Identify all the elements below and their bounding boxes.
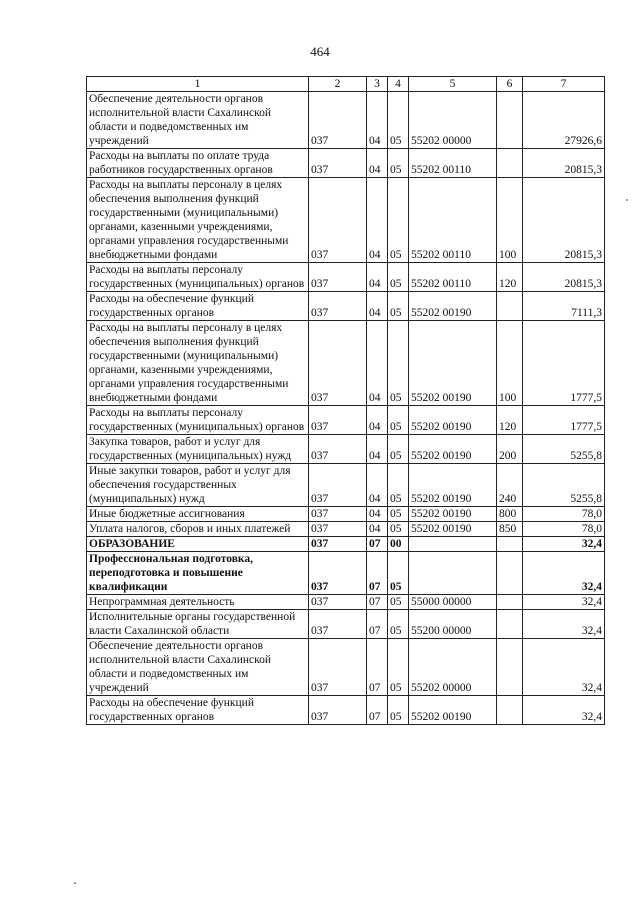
- row-section-code: 04: [367, 464, 388, 507]
- row-expense-type: 800: [497, 507, 523, 522]
- row-ministry-code: 037: [309, 696, 367, 725]
- row-expense-type: [497, 595, 523, 610]
- row-expense-type: [497, 610, 523, 639]
- row-ministry-code: 037: [309, 149, 367, 178]
- table-row: [87, 522, 605, 537]
- row-amount: 20815,3: [523, 263, 605, 292]
- row-section-code: 07: [367, 610, 388, 639]
- row-name-cell: Иные закупки товаров, работ и услуг для обеспечения государственных (муниципальных) нужд: [87, 464, 309, 507]
- row-amount: 32,4: [523, 537, 605, 552]
- row-ministry-code: 037: [309, 321, 367, 406]
- row-subsection-code: 05: [388, 406, 409, 435]
- row-subsection-code: 05: [388, 696, 409, 725]
- row-ministry-code: 037: [309, 610, 367, 639]
- row-ministry-code: 037: [309, 406, 367, 435]
- row-amount: 5255,8: [523, 464, 605, 507]
- row-section-code: 04: [367, 178, 388, 263]
- row-target-article: 55202 00190: [409, 696, 497, 725]
- header-col-5: 5: [409, 77, 497, 92]
- row-ministry-code: 037: [309, 522, 367, 537]
- row-name-cell: Расходы на обеспечение функций государственных органов: [87, 696, 309, 725]
- row-target-article: 55200 00000: [409, 610, 497, 639]
- row-subsection-code: 05: [388, 435, 409, 464]
- header-col-7: 7: [523, 77, 605, 92]
- row-expense-type: 100: [497, 321, 523, 406]
- page-number: 464: [310, 44, 330, 59]
- header-col-6: 6: [497, 77, 523, 92]
- row-ministry-code: 037: [309, 537, 367, 552]
- row-amount: 1777,5: [523, 321, 605, 406]
- row-name-cell: Расходы на выплаты персоналу государственных (муниципальных) органов: [87, 263, 309, 292]
- table-row: [87, 595, 605, 610]
- row-ministry-code: 037: [309, 507, 367, 522]
- row-subsection-code: 05: [388, 321, 409, 406]
- row-ministry-code: 037: [309, 92, 367, 149]
- table-row: [87, 178, 605, 263]
- row-name-cell: ОБРАЗОВАНИЕ: [87, 537, 309, 552]
- row-name-cell: Непрограммная деятельность: [87, 595, 309, 610]
- row-section-code: 04: [367, 522, 388, 537]
- row-section-code: 07: [367, 595, 388, 610]
- table-row: [87, 537, 605, 552]
- row-expense-type: 120: [497, 263, 523, 292]
- row-subsection-code: 05: [388, 178, 409, 263]
- row-expense-type: [497, 149, 523, 178]
- table-row: [87, 149, 605, 178]
- row-name-cell: Расходы на выплаты персоналу в целях обеспечения выполнения функций государственными (муниципальными) органами, казенными учреждениями, органами управления государственными внебюджетными фондами: [87, 178, 309, 263]
- row-section-code: 07: [367, 552, 388, 595]
- row-subsection-code: 05: [388, 552, 409, 595]
- table-row: [87, 406, 605, 435]
- scan-speck: [626, 199, 628, 201]
- budget-table: [86, 76, 605, 725]
- row-name-cell: Обеспечение деятельности органов исполнительной власти Сахалинской области и подведомственных им учреждений: [87, 92, 309, 149]
- row-subsection-code: 05: [388, 263, 409, 292]
- table-row: [87, 552, 605, 595]
- row-expense-type: [497, 696, 523, 725]
- header-col-1: 1: [87, 77, 309, 92]
- table-row: [87, 92, 605, 149]
- row-section-code: 04: [367, 435, 388, 464]
- row-target-article: [409, 552, 497, 595]
- row-subsection-code: 00: [388, 537, 409, 552]
- row-section-code: 07: [367, 696, 388, 725]
- row-name-cell: Уплата налогов, сборов и иных платежей: [87, 522, 309, 537]
- row-target-article: 55202 00190: [409, 507, 497, 522]
- row-section-code: 04: [367, 263, 388, 292]
- row-target-article: [409, 537, 497, 552]
- scan-speck: [74, 882, 76, 884]
- row-name-cell: Обеспечение деятельности органов исполнительной власти Сахалинской области и подведомственных им учреждений: [87, 639, 309, 696]
- row-name-cell: Закупка товаров, работ и услуг для государственных (муниципальных) нужд: [87, 435, 309, 464]
- table-header-row: [87, 77, 605, 92]
- row-target-article: 55202 00190: [409, 292, 497, 321]
- row-target-article: 55202 00110: [409, 178, 497, 263]
- row-ministry-code: 037: [309, 263, 367, 292]
- row-ministry-code: 037: [309, 292, 367, 321]
- row-target-article: 55202 00190: [409, 321, 497, 406]
- row-amount: 5255,8: [523, 435, 605, 464]
- row-expense-type: 200: [497, 435, 523, 464]
- table-row: [87, 696, 605, 725]
- row-target-article: 55202 00000: [409, 639, 497, 696]
- row-expense-type: 120: [497, 406, 523, 435]
- row-amount: 78,0: [523, 522, 605, 537]
- row-ministry-code: 037: [309, 595, 367, 610]
- row-amount: 32,4: [523, 552, 605, 595]
- row-section-code: 04: [367, 92, 388, 149]
- row-ministry-code: 037: [309, 639, 367, 696]
- row-amount: 27926,6: [523, 92, 605, 149]
- row-name-cell: Иные бюджетные ассигнования: [87, 507, 309, 522]
- row-ministry-code: 037: [309, 435, 367, 464]
- row-amount: 1777,5: [523, 406, 605, 435]
- row-expense-type: [497, 639, 523, 696]
- row-ministry-code: 037: [309, 464, 367, 507]
- table-row: [87, 464, 605, 507]
- row-name-cell: Расходы на выплаты персоналу в целях обеспечения выполнения функций государственными (муниципальными) органами, казенными учреждениями, органами управления государственными внебюджетными фондами: [87, 321, 309, 406]
- row-target-article: 55202 00190: [409, 406, 497, 435]
- row-amount: 20815,3: [523, 149, 605, 178]
- row-subsection-code: 05: [388, 522, 409, 537]
- row-subsection-code: 05: [388, 507, 409, 522]
- row-section-code: 04: [367, 149, 388, 178]
- row-subsection-code: 05: [388, 464, 409, 507]
- row-amount: 32,4: [523, 696, 605, 725]
- row-target-article: 55202 00190: [409, 522, 497, 537]
- row-ministry-code: 037: [309, 552, 367, 595]
- table-row: [87, 292, 605, 321]
- row-expense-type: [497, 292, 523, 321]
- row-target-article: 55202 00190: [409, 435, 497, 464]
- row-name-cell: Расходы на обеспечение функций государственных органов: [87, 292, 309, 321]
- row-expense-type: 850: [497, 522, 523, 537]
- row-ministry-code: 037: [309, 178, 367, 263]
- row-section-code: 04: [367, 406, 388, 435]
- row-amount: 32,4: [523, 610, 605, 639]
- row-expense-type: [497, 92, 523, 149]
- row-name-cell: Профессиональная подготовка, переподготовка и повышение квалификации: [87, 552, 309, 595]
- row-expense-type: 240: [497, 464, 523, 507]
- table-row: [87, 321, 605, 406]
- row-subsection-code: 05: [388, 149, 409, 178]
- row-expense-type: 100: [497, 178, 523, 263]
- row-expense-type: [497, 537, 523, 552]
- row-amount: 20815,3: [523, 178, 605, 263]
- row-subsection-code: 05: [388, 639, 409, 696]
- row-target-article: 55202 00000: [409, 92, 497, 149]
- row-amount: 32,4: [523, 595, 605, 610]
- table-row: [87, 610, 605, 639]
- row-subsection-code: 05: [388, 595, 409, 610]
- row-target-article: 55000 00000: [409, 595, 497, 610]
- table-row: [87, 435, 605, 464]
- row-section-code: 04: [367, 507, 388, 522]
- row-name-cell: Расходы на выплаты персоналу государственных (муниципальных) органов: [87, 406, 309, 435]
- row-section-code: 07: [367, 537, 388, 552]
- row-target-article: 55202 00110: [409, 149, 497, 178]
- row-amount: 32,4: [523, 639, 605, 696]
- row-amount: 78,0: [523, 507, 605, 522]
- header-col-3: 3: [367, 77, 388, 92]
- row-subsection-code: 05: [388, 292, 409, 321]
- table-row: [87, 263, 605, 292]
- table-row: [87, 507, 605, 522]
- row-section-code: 07: [367, 639, 388, 696]
- row-subsection-code: 05: [388, 610, 409, 639]
- row-target-article: 55202 00110: [409, 263, 497, 292]
- row-name-cell: Исполнительные органы государственной власти Сахалинской области: [87, 610, 309, 639]
- row-section-code: 04: [367, 321, 388, 406]
- row-subsection-code: 05: [388, 92, 409, 149]
- table-row: [87, 639, 605, 696]
- row-target-article: 55202 00190: [409, 464, 497, 507]
- header-col-4: 4: [388, 77, 409, 92]
- header-col-2: 2: [309, 77, 367, 92]
- row-name-cell: Расходы на выплаты по оплате труда работников государственных органов: [87, 149, 309, 178]
- row-section-code: 04: [367, 292, 388, 321]
- row-expense-type: [497, 552, 523, 595]
- row-amount: 7111,3: [523, 292, 605, 321]
